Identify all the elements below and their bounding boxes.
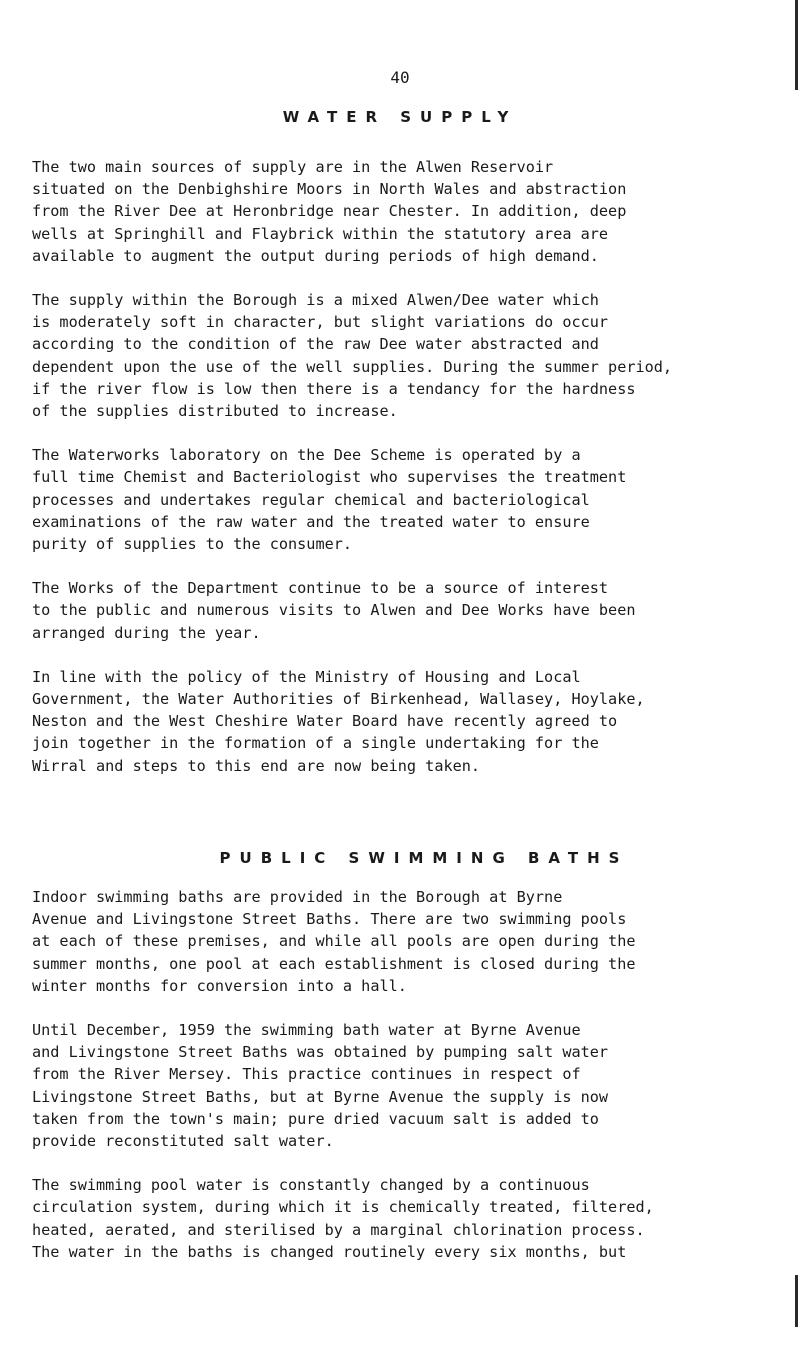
water-supply-section (32, 156, 792, 799)
text-line: and Livingstone Street Baths was obtained by pumping salt water (32, 1043, 609, 1062)
text-line: The water in the baths is changed routinely every six months, but (32, 1242, 627, 1261)
text-line: arranged during the year. (32, 623, 261, 642)
text-line: of the supplies distributed to increase. (32, 402, 398, 421)
text-line: The two main sources of supply are in the Alwen Reservoir (32, 158, 554, 176)
text-line: according to the condition of the raw Dee water abstracted and (32, 335, 599, 354)
text-line: Indoor swimming baths are provided in the Borough at Byrne (32, 888, 563, 906)
text-line: Until December, 1959 the swimming bath water at Byrne Avenue (32, 1021, 581, 1040)
heading-water-supply: WATER SUPPLY (282, 108, 518, 126)
scan-edge-mark (795, 1275, 798, 1327)
text-line: The swimming pool water is constantly changed by a continuous (32, 1176, 590, 1195)
scan-edge-mark (795, 0, 798, 90)
paragraph (32, 444, 792, 555)
text-line: Livingstone Street Baths, but at Byrne Avenue the supply is now (32, 1087, 609, 1106)
text-line: Avenue and Livingstone Street Baths. There are two swimming pools (32, 910, 627, 929)
text-line: Government, the Water Authorities of Birkenhead, Wallasey, Hoylake, (32, 690, 645, 709)
paragraph (32, 886, 792, 997)
text-line: taken from the town's main; pure dried vacuum salt is added to (32, 1109, 599, 1128)
paragraph (32, 1019, 792, 1152)
paragraph (32, 156, 792, 267)
text-line: purity of supplies to the consumer. (32, 535, 353, 554)
text-line: provide reconstituted salt water. (32, 1132, 334, 1151)
text-line: The supply within the Borough is a mixed Alwen/Dee water which (32, 291, 599, 310)
text-line: In line with the policy of the Ministry of Housing and Local (32, 667, 581, 686)
paragraph (32, 666, 792, 777)
text-line: summer months, one pool at each establishment is closed during the (32, 954, 636, 973)
text-line: The Works of the Department continue to be a source of interest (32, 579, 609, 598)
text-line: is moderately soft in character, but slight variations do occur (32, 313, 609, 332)
text-line: available to augment the output during periods of high demand. (32, 246, 599, 265)
text-line: from the River Dee at Heronbridge near Chester. In addition, deep (32, 202, 627, 221)
paragraph (32, 577, 792, 644)
text-line: winter months for conversion into a hall. (32, 976, 407, 995)
page-number: 40 (390, 68, 410, 87)
text-line: processes and undertakes regular chemical and bacteriological (32, 490, 590, 509)
swimming-baths-section (32, 886, 792, 1285)
text-line: The Waterworks laboratory on the Dee Scheme is operated by a (32, 446, 581, 465)
text-line: situated on the Denbighshire Moors in North Wales and abstraction (32, 180, 627, 199)
text-line: at each of these premises, and while all pools are open during the (32, 932, 636, 951)
text-line: dependent upon the use of the well supplies. During the summer period, (32, 357, 673, 376)
text-line: if the river flow is low then there is a tendancy for the hardness (32, 379, 636, 398)
paragraph (32, 289, 792, 422)
text-line: wells at Springhill and Flaybrick within the statutory area are (32, 224, 609, 243)
text-line: join together in the formation of a single undertaking for the (32, 734, 599, 753)
text-line: Wirral and steps to this end are now being taken. (32, 756, 481, 775)
heading-public-swimming-baths: PUBLIC SWIMMING BATHS (219, 849, 629, 867)
text-line: full time Chemist and Bacteriologist who supervises the treatment (32, 468, 627, 487)
text-line: to the public and numerous visits to Alwen and Dee Works have been (32, 601, 636, 620)
text-line: circulation system, during which it is chemically treated, filtered, (32, 1198, 654, 1217)
text-line: examinations of the raw water and the treated water to ensure (32, 512, 590, 531)
text-line: heated, aerated, and sterilised by a marginal chlorination process. (32, 1220, 645, 1239)
text-line: from the River Mersey. This practice continues in respect of (32, 1065, 581, 1084)
paragraph (32, 1174, 792, 1263)
text-line: Neston and the West Cheshire Water Board have recently agreed to (32, 712, 618, 731)
